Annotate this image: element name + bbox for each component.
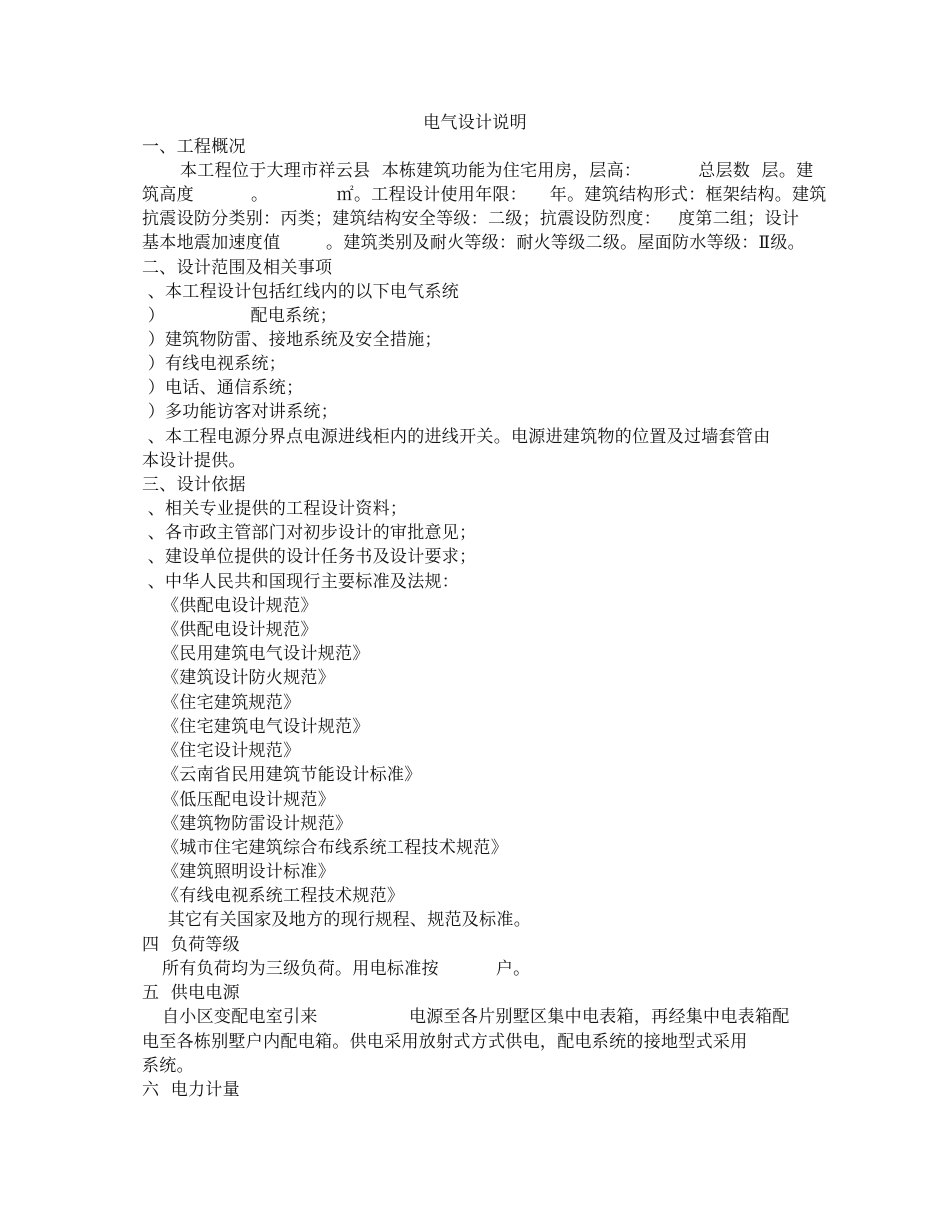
section-heading-basis: 三、设计依据 — [142, 475, 246, 495]
standard-item-other: 其它有关国家及地方的现行规程、规范及标准。 — [162, 910, 532, 930]
standard-item: 《供配电设计规范》 — [162, 620, 318, 640]
list-item: ） 配电系统； — [142, 306, 338, 326]
paragraph-line: 本设计提供。 — [142, 451, 246, 471]
document-title: 电气设计说明 — [423, 113, 527, 133]
standard-item: 《有线电视系统工程技术规范》 — [162, 886, 405, 906]
list-item: ）电话、通信系统； — [142, 378, 304, 398]
section-heading-power-supply: 五 供电电源 — [142, 983, 240, 1003]
paragraph-line: 基本地震加速度值 。建筑类别及耐火等级：耐火等级二级。屋面防水等级：Ⅱ级。 — [142, 233, 805, 253]
paragraph-line: 电至各栋别墅户内配电箱。供电采用放射式方式供电，配电系统的接地型式采用 — [142, 1032, 748, 1052]
paragraph-line: 所有负荷均为三级负荷。用电标准按 户。 — [162, 959, 531, 979]
list-item: ）建筑物防雷、接地系统及安全措施； — [142, 330, 442, 350]
list-item: 、相关专业提供的工程设计资料； — [142, 499, 408, 519]
standard-item: 《住宅建筑电气设计规范》 — [162, 717, 370, 737]
standard-item: 《供配电设计规范》 — [162, 596, 318, 616]
paragraph-line: 抗震设防分类别：丙类；建筑结构安全等级：二级；抗震设防烈度： 度第二组；设计 — [142, 209, 800, 229]
standard-item: 《建筑照明设计标准》 — [162, 862, 335, 882]
section-heading-scope: 二、设计范围及相关事项 — [142, 258, 333, 278]
paragraph-line: 自小区变配电室引来 电源至各片别墅区集中电表箱，再经集中电表箱配 — [162, 1007, 790, 1027]
section-heading-overview: 一、工程概况 — [142, 137, 246, 157]
list-item: 、建设单位提供的设计任务书及设计要求； — [142, 547, 477, 567]
standard-item: 《住宅设计规范》 — [162, 741, 301, 761]
paragraph-line: 筑高度 。 ㎡。工程设计使用年限： 年。建筑结构形式：框架结构。建筑 — [142, 185, 827, 205]
list-item: ）有线电视系统； — [142, 354, 287, 374]
list-item: 、各市政主管部门对初步设计的审批意见； — [142, 523, 477, 543]
list-item: 、中华人民共和国现行主要标准及法规： — [142, 572, 460, 592]
list-item: ）多功能访客对讲系统； — [142, 402, 339, 422]
standard-item: 《云南省民用建筑节能设计标准》 — [162, 765, 422, 785]
standard-item: 《城市住宅建筑综合布线系统工程技术规范》 — [162, 838, 508, 858]
standard-item: 《建筑设计防火规范》 — [162, 668, 335, 688]
standard-item: 《建筑物防雷设计规范》 — [162, 814, 353, 834]
list-item: 、本工程设计包括红线内的以下电气系统 — [142, 282, 460, 302]
standard-item: 《低压配电设计规范》 — [162, 790, 335, 810]
paragraph-line: 、本工程电源分界点电源进线柜内的进线开关。电源进建筑物的位置及过墙套管由 — [142, 427, 771, 447]
paragraph-line: 系统。 — [142, 1056, 194, 1076]
standard-item: 《住宅建筑规范》 — [162, 693, 301, 713]
section-heading-metering: 六 电力计量 — [142, 1080, 240, 1100]
standard-item: 《民用建筑电气设计规范》 — [162, 644, 370, 664]
section-heading-load-level: 四 负荷等级 — [142, 935, 240, 955]
paragraph-line: 本工程位于大理市祥云县 本栋建筑功能为住宅用房，层高： 总层数 层。建 — [180, 161, 814, 181]
